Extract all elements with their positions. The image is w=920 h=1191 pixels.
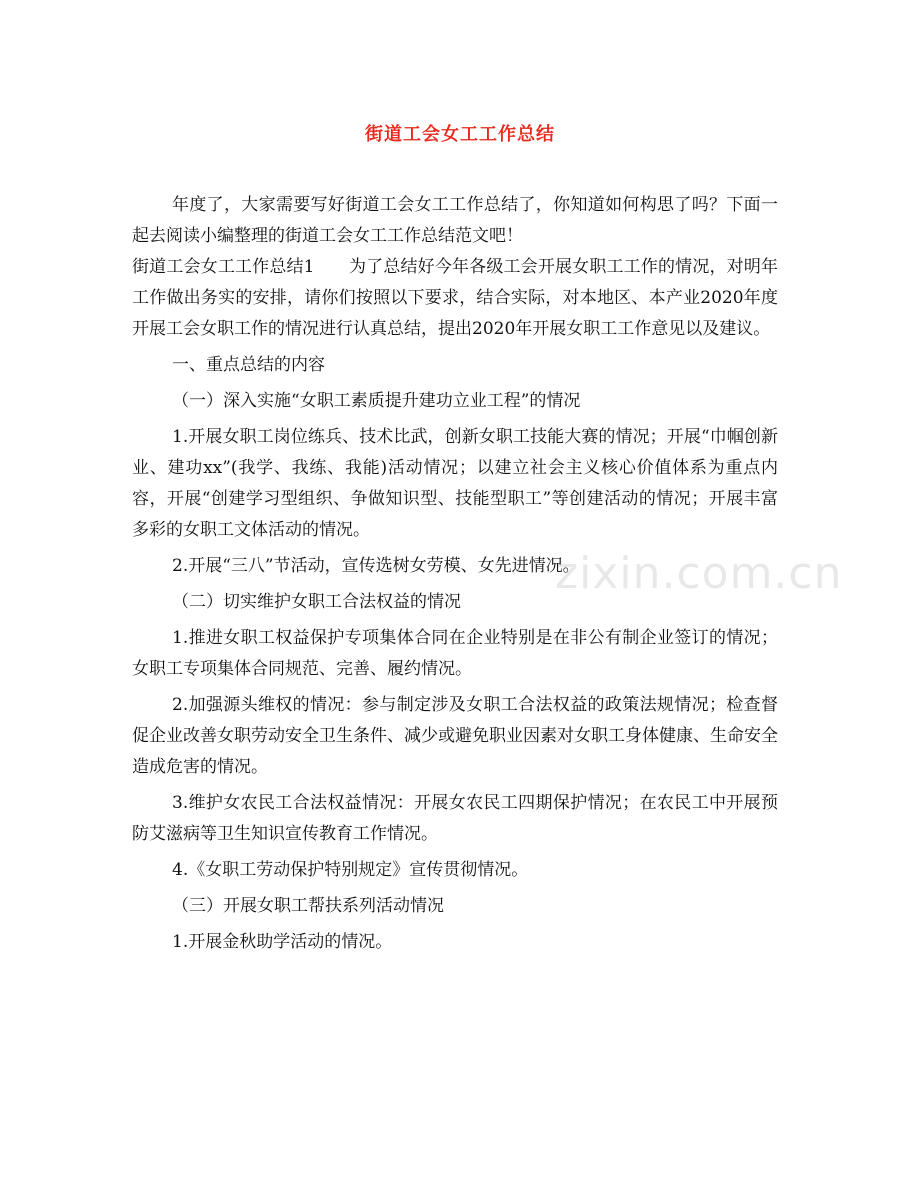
list-item: 4.《女职工劳动保护特别规定》宣传贯彻情况。 <box>172 860 529 880</box>
list-item: 1.推进女职工权益保护专项集体合同在企业特别是在非公有制企业签订的情况；女职工专项集体合同规范、完善、履约情况。 <box>132 628 778 679</box>
summary-paragraph: 街道工会女工工作总结1 为了总结好今年各级工会开展女职工工作的情况，对明年工作做出务实的安排，请你们按照以下要求，结合实际，对本地区、本产业2020年度开展工会女职工作的情况进行认真总结，提出2020年开展女职工工作意见以及建议。 <box>132 257 778 339</box>
subsection-heading: （一）深入实施“女职工素质提升建功立业工程”的情况 <box>172 391 581 411</box>
list-item: 1.开展金秋助学活动的情况。 <box>172 932 393 952</box>
list-item: 2.开展“三八”节活动，宣传选树女劳模、女先进情况。 <box>172 556 580 576</box>
section-heading: 一、重点总结的内容 <box>172 355 325 375</box>
watermark: zixin.com.cn <box>555 548 843 599</box>
list-item: 2.加强源头维权的情况：参与制定涉及女职工合法权益的政策法规情况；检查督促企业改善女职劳动安全卫生条件、减少或避免职业因素对女职工身体健康、生命安全造成危害的情况。 <box>132 695 778 777</box>
intro-paragraph: 年度了，大家需要写好街道工会女工工作总结了，你知道如何构思了吗？下面一起去阅读小编整理的街道工会女工工作总结范文吧！ <box>132 195 778 246</box>
list-item: 3.维护女农民工合法权益情况：开展女农民工四期保护情况；在农民工中开展预防艾滋病等卫生知识宣传教育工作情况。 <box>132 793 778 844</box>
subsection-heading: （三）开展女职工帮扶系列活动情况 <box>172 896 444 916</box>
subsection-heading: （二）切实维护女职工合法权益的情况 <box>172 592 461 612</box>
list-item: 1.开展女职工岗位练兵、技术比武，创新女职工技能大赛的情况；开展“巾帼创新业、建功xx”(我学、我练、我能)活动情况；以建立社会主义核心价值体系为重点内容，开展“创建学习型组织、争做知识型、技能型职工”等创建活动的情况；开展丰富多彩的女职工文体活动的情况。 <box>132 427 778 540</box>
document-title: 街道工会女工工作总结 <box>365 124 555 145</box>
